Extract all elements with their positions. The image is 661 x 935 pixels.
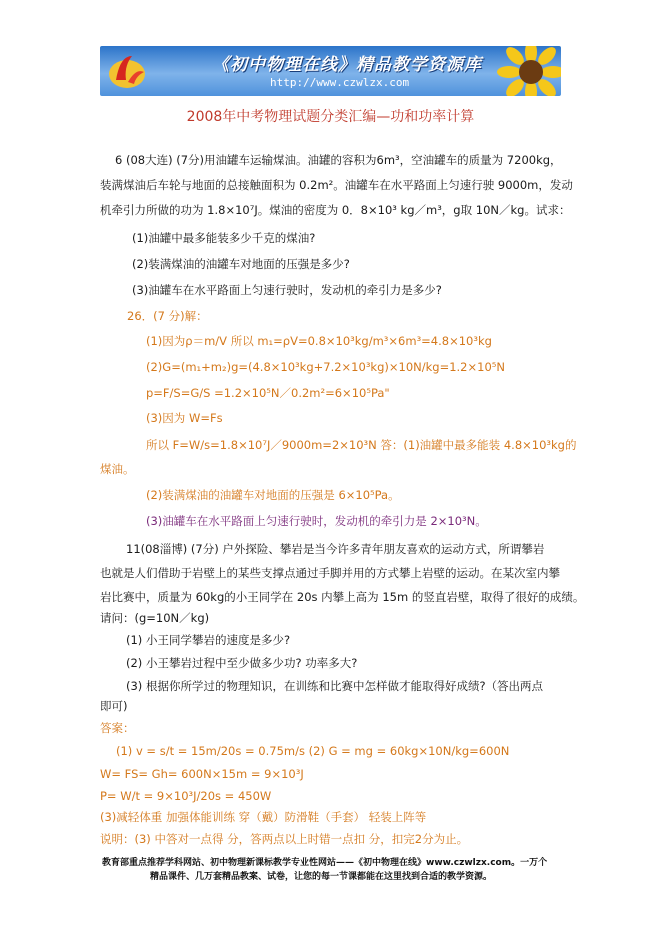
a1-line-4: (3)因为 W=Fs xyxy=(146,411,223,425)
q1-sub-1: (1)油罐中最多能装多少千克的煤油? xyxy=(132,231,316,245)
q1-line-3: 机牵引力所做的功为 1.8×10⁷J。煤油的密度为 0．8×10³ kg／m³，g取 10N／kg。试求： xyxy=(100,203,571,217)
q2-line-3: 岩比赛中，质量为 60kg的小王同学在 20s 内攀上高为 15m 的竖直岩壁，取得了很好的成绩。 xyxy=(100,590,585,604)
q2-line-4: 请问：(g=10N／kg) xyxy=(100,611,210,625)
site-logo-icon xyxy=(106,50,148,92)
footer-line-2: 精品课件、几万套精品教案、试卷，让您的每一节课都能在这里找到合适的教学资源。 xyxy=(150,872,493,882)
a1-line-5: 所以 F=W/s=1.8×10⁷J／9000m=2×10³N 答：(1)油罐中最多能装 4.8×10³kg的 xyxy=(146,438,577,452)
q2-line-1: 11(08淄博) (7分) 户外探险、攀岩是当今许多青年朋友喜欢的运动方式，所谓攀岩 xyxy=(126,542,545,556)
a2-line-1: (1) v = s/t = 15m/20s = 0.75m/s (2) G = mg = 60kg×10N/kg=600N xyxy=(116,744,510,758)
q1-line-2: 装满煤油后车轮与地面的总接触面积为 0.2m²。油罐车在水平路面上匀速行驶 9000m，发动 xyxy=(100,178,573,192)
q1-sub-3: (3)油罐车在水平路面上匀速行驶时，发动机的牵引力是多少? xyxy=(132,283,442,297)
document-title: 2008年中考物理试题分类汇编—功和功率计算 xyxy=(186,109,475,125)
banner-title: 《初中物理在线》精品教学资源库 xyxy=(212,55,482,75)
a1-line-6: 煤油。 xyxy=(100,462,135,476)
q2-sub-3: (3) 根据你所学过的物理知识，在训练和比赛中怎样做才能取得好成绩?（答出两点 xyxy=(126,679,544,693)
a2-line-3: P= W/t = 9×10³J/20s = 450W xyxy=(100,789,272,803)
q1-sub-2: (2)装满煤油的油罐车对地面的压强是多少? xyxy=(132,257,350,271)
q2-line-2: 也就是人们借助于岩壁上的某些支撑点通过手脚并用的方式攀上岩壁的运动。在某次室内攀 xyxy=(100,566,560,580)
footer-line-1: 教育部重点推荐学科网站、初中物理新课标教学专业性网站——《初中物理在线》www.czwlzx.com。一万个 xyxy=(102,858,548,868)
a1-line-3: p=F/S=G/S =1.2×10⁵N／0.2m²=6×10⁵Pa" xyxy=(146,386,390,400)
a1-line-7: (2)装满煤油的油罐车对地面的压强是 6×10⁵Pa。 xyxy=(146,488,400,502)
a1-heading: 26．(7 分)解： xyxy=(127,309,208,323)
a2-line-4: (3)减轻体重 加强体能训练 穿（戴）防滑鞋（手套） 轻装上阵等 xyxy=(100,810,427,824)
banner-url: http://www.czwlzx.com xyxy=(270,76,410,89)
a2-line-2: W= FS= Gh= 600N×15m = 9×10³J xyxy=(100,767,304,781)
q2-sub-1: (1) 小王同学攀岩的速度是多少? xyxy=(126,633,291,647)
q2-sub-2: (2) 小王攀岩过程中至少做多少功? 功率多大? xyxy=(126,656,358,670)
a1-line-1: (1)因为ρ＝m/V 所以 m₁=ρV=0.8×10³kg/m³×6m³=4.8×10³kg xyxy=(146,334,492,348)
a2-heading: 答案： xyxy=(100,721,135,735)
a1-line-2: (2)G=(m₁+m₂)g=(4.8×10³kg+7.2×10³kg)×10N/kg=1.2×10⁵N xyxy=(146,360,505,374)
a1-line-8: (3)油罐车在水平路面上匀速行驶时，发动机的牵引力是 2×10³N。 xyxy=(146,514,487,528)
a2-note: 说明：(3) 中答对一点得 分，答两点以上时错一点扣 分，扣完2分为止。 xyxy=(100,832,469,846)
q2-sub-3-cont: 即可) xyxy=(100,699,128,713)
header-banner xyxy=(100,46,561,96)
sunflower-icon xyxy=(495,46,561,96)
q1-line-1: 6 (08大连) (7分)用油罐车运输煤油。油罐的容积为6m³，空油罐车的质量为 7200kg， xyxy=(115,153,562,167)
